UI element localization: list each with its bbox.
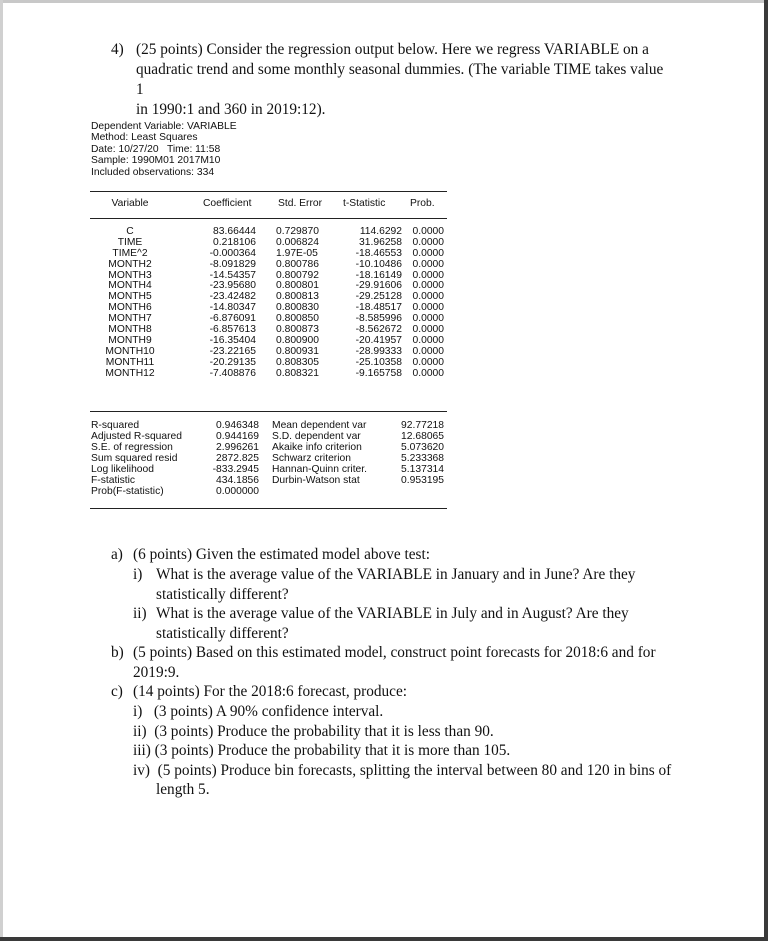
stat-label: F-statistic <box>91 475 136 486</box>
table-cell: 114.6292 <box>359 226 402 237</box>
table-cell: 1.97E-05 <box>276 247 318 259</box>
table-cell: 0.800873 <box>276 324 319 336</box>
stat-value: 5.233368 <box>401 453 444 464</box>
table-cell: 0.800931 <box>276 345 319 357</box>
table-cell: 0.0000 <box>412 280 444 292</box>
table-cell: MONTH5 <box>108 291 152 303</box>
table-cell: -7.408876 <box>209 367 256 379</box>
table-cell: 0.800801 <box>276 280 319 292</box>
stats-left-values <box>208 420 259 497</box>
page-edge-bottom <box>0 937 768 941</box>
stats-bottom-rule <box>90 508 447 509</box>
stat-label: Mean dependent var <box>272 420 367 431</box>
part-c-i: i) (3 points) A 90% confidence interval. <box>133 703 384 720</box>
stats-left-labels <box>91 420 182 497</box>
part-c-iii: iii) (3 points) Produce the probability that it is more than 105. <box>133 742 511 759</box>
table-cell: MONTH3 <box>108 269 152 281</box>
stat-label: R-squared <box>91 420 140 431</box>
stat-value: 0.946348 <box>216 420 259 431</box>
t-statistic-column <box>340 227 402 379</box>
table-cell: -20.41957 <box>355 334 402 346</box>
stat-label: S.E. of regression <box>91 442 173 453</box>
table-cell: 0.0000 <box>412 334 444 346</box>
stat-label: Hannan-Quinn criter. <box>272 464 368 475</box>
part-a-ii-label: ii) <box>133 605 147 622</box>
part-b-line: (5 points) Based on this estimated model, construct point forecasts for 2018:6 and for <box>133 644 656 661</box>
table-cell: 0.0000 <box>412 367 444 379</box>
table-cell: MONTH4 <box>108 280 152 292</box>
stat-value: 2.996261 <box>216 442 259 453</box>
stat-value: -833.2945 <box>212 464 259 475</box>
observations-count: Included observations: 334 <box>91 166 215 178</box>
table-cell: TIME^2 <box>112 247 148 259</box>
part-c-iv-line2: length 5. <box>156 781 210 798</box>
stat-label: Akaike info criterion <box>272 442 362 453</box>
part-c-text: (14 points) For the 2018:6 forecast, produce: <box>133 683 408 700</box>
table-cell: 0.0000 <box>412 236 444 248</box>
stat-value: 0.944169 <box>216 431 259 442</box>
table-cell: -18.46553 <box>355 247 402 259</box>
table-cell: -6.876091 <box>209 313 256 325</box>
table-cell: MONTH7 <box>108 313 152 325</box>
table-cell: MONTH6 <box>108 302 152 314</box>
table-cell: 0.0000 <box>412 291 444 303</box>
table-cell: 31.96258 <box>359 236 402 248</box>
question-line: in 1990:1 and 360 in 2019:12). <box>136 101 326 118</box>
table-cell: -28.99333 <box>355 345 402 357</box>
stat-label: Sum squared resid <box>91 453 178 464</box>
part-a-ii-line: statistically different? <box>156 625 289 642</box>
table-cell: -18.48517 <box>355 302 402 314</box>
stats-right-labels <box>272 420 367 486</box>
table-cell: 0.808321 <box>276 367 319 379</box>
col-header-prob: Prob. <box>410 198 435 209</box>
table-cell: -18.16149 <box>355 269 402 281</box>
question-text <box>136 40 666 120</box>
table-cell: 0.218106 <box>213 236 256 248</box>
table-cell: MONTH11 <box>105 356 155 368</box>
table-cell: 0.808305 <box>276 356 319 368</box>
table-cell: -14.80347 <box>209 302 256 314</box>
stat-value: 434.1856 <box>216 475 259 486</box>
table-cell: 0.800830 <box>276 302 319 314</box>
table-cell: C <box>126 226 134 237</box>
table-cell: -14.54357 <box>209 269 256 281</box>
table-cell: MONTH10 <box>105 345 155 357</box>
col-header-t-statistic: t-Statistic <box>343 198 386 209</box>
table-cell: 0.0000 <box>412 247 444 259</box>
question-line: (25 points) Consider the regression output below. Here we regress VARIABLE on a <box>136 41 649 58</box>
stat-label: Durbin-Watson stat <box>272 475 360 486</box>
part-a-ii-line: What is the average value of the VARIABLE in July and in August? Are they <box>156 605 629 622</box>
stat-value: 5.073620 <box>401 442 444 453</box>
stat-value: 0.953195 <box>401 475 444 486</box>
table-cell: 0.0000 <box>412 226 444 237</box>
table-cell: 0.800792 <box>276 269 319 281</box>
table-cell: 0.800813 <box>276 291 319 303</box>
col-header-std-error: Std. Error <box>278 198 323 209</box>
stat-value: 92.77218 <box>401 420 444 431</box>
table-cell: -8.562672 <box>355 324 402 336</box>
part-a-i-line: What is the average value of the VARIABLE in January and in June? Are they <box>156 566 636 583</box>
table-bottom-rule <box>90 411 447 412</box>
table-header-rule <box>90 218 447 219</box>
table-cell: 0.800900 <box>276 334 319 346</box>
page-edge-top <box>0 0 768 3</box>
table-cell: -16.35404 <box>209 334 256 346</box>
table-cell: 0.0000 <box>412 258 444 270</box>
regression-header <box>91 121 237 178</box>
dependent-variable: Dependent Variable: VARIABLE <box>91 121 237 132</box>
question-number: 4) <box>111 41 124 58</box>
table-cell: -23.22165 <box>209 345 256 357</box>
stat-label: Adjusted R-squared <box>91 431 183 442</box>
table-cell: 0.0000 <box>412 324 444 336</box>
part-a-label: a) <box>111 546 123 563</box>
variable-column <box>90 227 170 379</box>
estimation-method: Method: Least Squares <box>91 132 198 144</box>
table-cell: -6.857613 <box>209 324 256 336</box>
table-cell: MONTH9 <box>108 334 152 346</box>
table-cell: TIME <box>117 236 143 248</box>
std-error-column <box>276 227 319 379</box>
table-cell: -0.000364 <box>209 247 256 259</box>
part-b-label: b) <box>111 644 124 661</box>
table-cell: MONTH12 <box>105 367 155 379</box>
table-cell: 0.0000 <box>412 345 444 357</box>
table-cell: 0.0000 <box>412 269 444 281</box>
table-cell: -9.165758 <box>355 367 402 379</box>
table-cell: 0.0000 <box>412 313 444 325</box>
stat-value: 12.68065 <box>401 431 444 442</box>
part-a-i-label: i) <box>133 566 143 583</box>
stat-label: Log likelihood <box>91 464 154 475</box>
stat-value: 5.137314 <box>401 464 444 475</box>
col-header-variable: Variable <box>111 198 149 209</box>
stat-value: 2872.825 <box>216 453 259 464</box>
table-cell: -29.25128 <box>355 291 402 303</box>
table-cell: -29.91606 <box>355 280 402 292</box>
sample-range: Sample: 1990M01 2017M10 <box>91 155 221 167</box>
table-cell: MONTH8 <box>108 324 152 336</box>
table-cell: 0.800786 <box>276 258 319 270</box>
table-cell: -8.585996 <box>355 313 402 325</box>
prob-column <box>410 227 444 379</box>
part-a-text: (6 points) Given the estimated model above test: <box>133 546 430 563</box>
table-cell: MONTH2 <box>108 258 152 270</box>
stats-right-values <box>394 420 444 486</box>
table-cell: -10.10486 <box>355 258 402 270</box>
table-cell: -25.10358 <box>355 356 402 368</box>
stat-value: 0.000000 <box>216 486 259 497</box>
stat-label: S.D. dependent var <box>272 431 361 442</box>
estimation-date: Date: 10/27/20 Time: 11:58 <box>91 143 221 155</box>
table-cell: 0.0000 <box>412 356 444 368</box>
table-cell: 0.006824 <box>276 236 319 248</box>
table-cell: 0.0000 <box>412 302 444 314</box>
part-c-ii: ii) (3 points) Produce the probability that it is less than 90. <box>133 723 494 740</box>
table-cell: -23.42482 <box>209 291 256 303</box>
table-cell: -23.95680 <box>209 280 256 292</box>
table-cell: 0.800850 <box>276 313 319 325</box>
stat-label: Prob(F-statistic) <box>91 486 164 497</box>
part-c-label: c) <box>111 683 123 700</box>
table-cell: 0.729870 <box>276 226 319 237</box>
stat-label: Schwarz criterion <box>272 453 351 464</box>
page-edge-left <box>0 0 3 941</box>
coefficient-column <box>200 227 256 379</box>
question-line: quadratic trend and some monthly seasonal dummies. (The variable TIME takes value 1 <box>136 61 664 98</box>
part-a-i-line: statistically different? <box>156 586 289 603</box>
col-header-coefficient: Coefficient <box>203 198 252 209</box>
table-top-rule <box>90 191 447 192</box>
table-cell: -8.091829 <box>209 258 256 270</box>
page-edge-right <box>764 0 768 941</box>
part-b-line: 2019:9. <box>133 664 180 681</box>
part-c-iv: iv) (5 points) Produce bin forecasts, splitting the interval between 80 and 120 in bins of <box>133 762 672 779</box>
table-cell: -20.29135 <box>209 356 256 368</box>
table-cell: 83.66444 <box>213 226 256 237</box>
